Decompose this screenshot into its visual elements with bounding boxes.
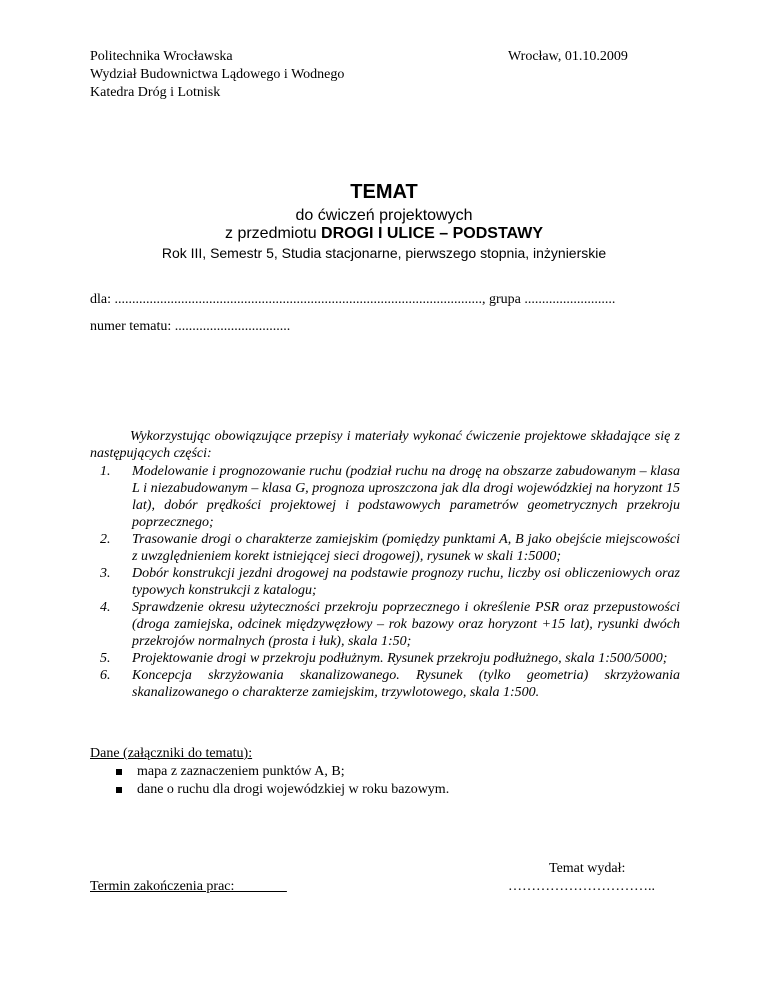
- task-text: Sprawdzenie okresu użyteczności przekroju poprzecznego i określenie PSR oraz przepustowości (droga zamiejska, odcinek międzywęzłowy – rok bazowy oraz horyzont +15 lat), rysunki dwóch przekrojów normalnych (prosta i łuk), skala 1:50;: [132, 600, 680, 649]
- task-number: 3.: [100, 566, 111, 581]
- attachment-text: mapa z zaznaczeniem punktów A, B;: [137, 764, 345, 779]
- title-line-2: [0, 224, 768, 244]
- document-title: TEMAT: [350, 181, 418, 203]
- task-number: 2.: [100, 532, 111, 547]
- intro-paragraph: Wykorzystując obowiązujące przepisy i materiały wykonać ćwiczenie projektowe składające się z następujących części:: [90, 429, 680, 461]
- task-item: [90, 565, 680, 599]
- title-line-3: Rok III, Semestr 5, Studia stacjonarne, pierwszego stopnia, inżynierskie: [161, 245, 607, 261]
- deadline-label: Termin zakończenia prac:: [90, 879, 287, 894]
- square-bullet-icon: [116, 769, 122, 775]
- task-number: 1.: [100, 464, 111, 479]
- task-item: [90, 667, 680, 701]
- task-text: Dobór konstrukcji jezdni drogowej na podstawie prognozy ruchu, liczby osi obliczeniowych oraz typowych konstrukcji z katalogu;: [132, 566, 680, 598]
- title-line-2-prefix: z przedmiotu: [225, 225, 322, 242]
- task-item: [90, 463, 680, 531]
- title-line-1: do ćwiczeń projektowych: [295, 207, 473, 224]
- university-name: Politechnika Wrocławska: [90, 49, 233, 64]
- attachment-item: [90, 763, 449, 781]
- task-number: 5.: [100, 651, 111, 666]
- attachments-list: [90, 763, 449, 799]
- department-name: Katedra Dróg i Lotnisk: [90, 85, 221, 100]
- task-number: 6.: [100, 668, 111, 683]
- attachment-text: dane o ruchu dla drogi wojewódzkiej w roku bazowym.: [137, 782, 450, 797]
- task-text: Projektowanie drogi w przekroju podłużnym. Rysunek przekroju podłużnego, skala 1:500/5000;: [132, 651, 668, 666]
- task-number: 4.: [100, 600, 111, 615]
- attachments-heading: Dane (załączniki do tematu):: [90, 746, 253, 761]
- signature-line: …………………………..: [508, 879, 655, 894]
- square-bullet-icon: [116, 787, 122, 793]
- task-text: Trasowanie drogi o charakterze zamiejskim (pomiędzy punktami A, B jako obejście miejscowości z uwzględnieniem korekt istniejącej sieci drogowej), rysunek w skali 1:5000;: [132, 532, 680, 564]
- task-item: [90, 650, 680, 667]
- faculty-name: Wydział Budownictwa Lądowego i Wodnego: [90, 67, 345, 82]
- student-group-field: dla: ........................................................................................................., grupa ..........................: [90, 292, 616, 307]
- header-institution: [90, 48, 344, 102]
- task-item: [90, 599, 680, 650]
- task-text: Koncepcja skrzyżowania skanalizowanego. Rysunek (tylko geometria) skrzyżowania skanalizowanego o charakterze zamiejskim, trzywlotowego, skala 1:500.: [132, 668, 680, 700]
- issued-by-label: Temat wydał:: [549, 861, 626, 876]
- attachment-item: [90, 781, 449, 799]
- task-text: Modelowanie i prognozowanie ruchu (podział ruchu na drogę na obszarze zabudowanym – klasa L i niezabudowanym – klasa G, prognoza uproszczona jak dla drogi wojewódzkiej na horyzont 15 lat), dobór prędkości projektowej i podstawowych parametrów geometrycznych przekroju poprzecznego;: [132, 464, 680, 530]
- subject-name: DROGI I ULICE – PODSTAWY: [321, 225, 543, 242]
- topic-number-field: numer tematu: .................................: [90, 319, 291, 334]
- place-date: Wrocław, 01.10.2009: [508, 49, 628, 64]
- task-item: [90, 531, 680, 565]
- task-list: [90, 463, 680, 701]
